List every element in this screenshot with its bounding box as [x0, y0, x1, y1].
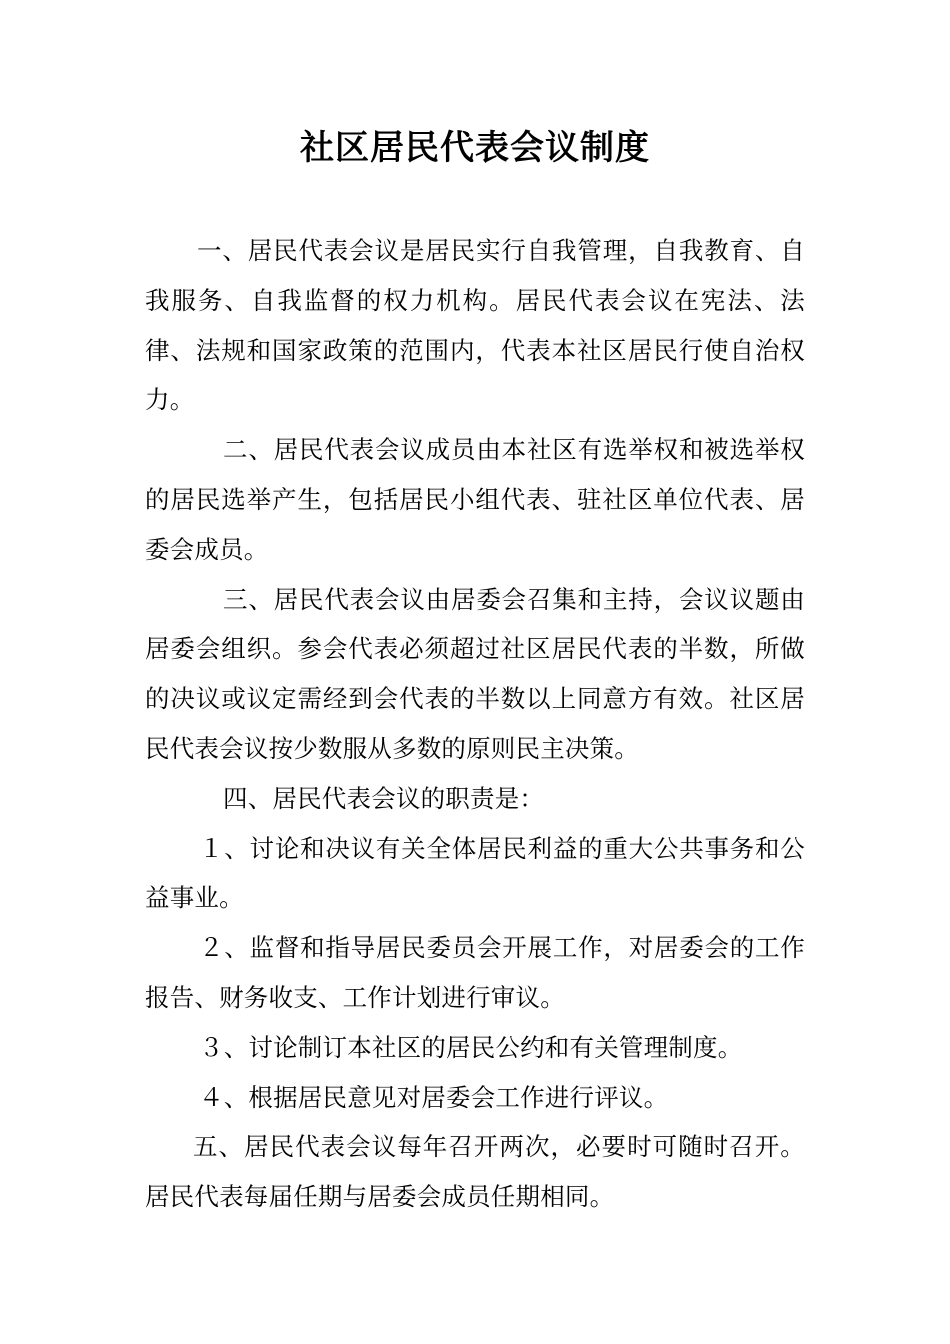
- document-body: [145, 226, 805, 1222]
- paragraph-5: 五、居民代表会议每年召开两次，必要时可随时召开。居民代表每届任期与居委会成员任期相同。: [145, 1132, 805, 1212]
- paragraph-1: 一、居民代表会议是居民实行自我管理，自我教育、自我服务、自我监督的权力机构。居民代表会议在宪法、法律、法规和国家政策的范围内，代表本社区居民行使自治权力。: [145, 236, 805, 415]
- paragraph-2: 二、居民代表会议成员由本社区有选举权和被选举权的居民选举产生，包括居民小组代表、驻社区单位代表、居委会成员。: [145, 435, 805, 564]
- list-item-3: ３、讨论制订本社区的居民公约和有关管理制度。: [199, 1032, 743, 1062]
- paragraph-4: 四、居民代表会议的职责是：: [223, 783, 545, 813]
- document-title: 社区居民代表会议制度: [300, 128, 650, 168]
- paragraph-3: 三、居民代表会议由居委会召集和主持，会议议题由居委会组织。参会代表必须超过社区居民代表的半数，所做的决议或议定需经到会代表的半数以上同意方有效。社区居民代表会议按少数服从多数的原则民主决策。: [145, 584, 805, 763]
- list-item-1: １、讨论和决议有关全体居民利益的重大公共事务和公益事业。: [145, 833, 805, 913]
- list-item-2: ２、监督和指导居民委员会开展工作，对居委会的工作报告、财务收支、工作计划进行审议。: [145, 933, 805, 1012]
- list-item-4: ４、根据居民意见对居委会工作进行评议。: [199, 1082, 669, 1112]
